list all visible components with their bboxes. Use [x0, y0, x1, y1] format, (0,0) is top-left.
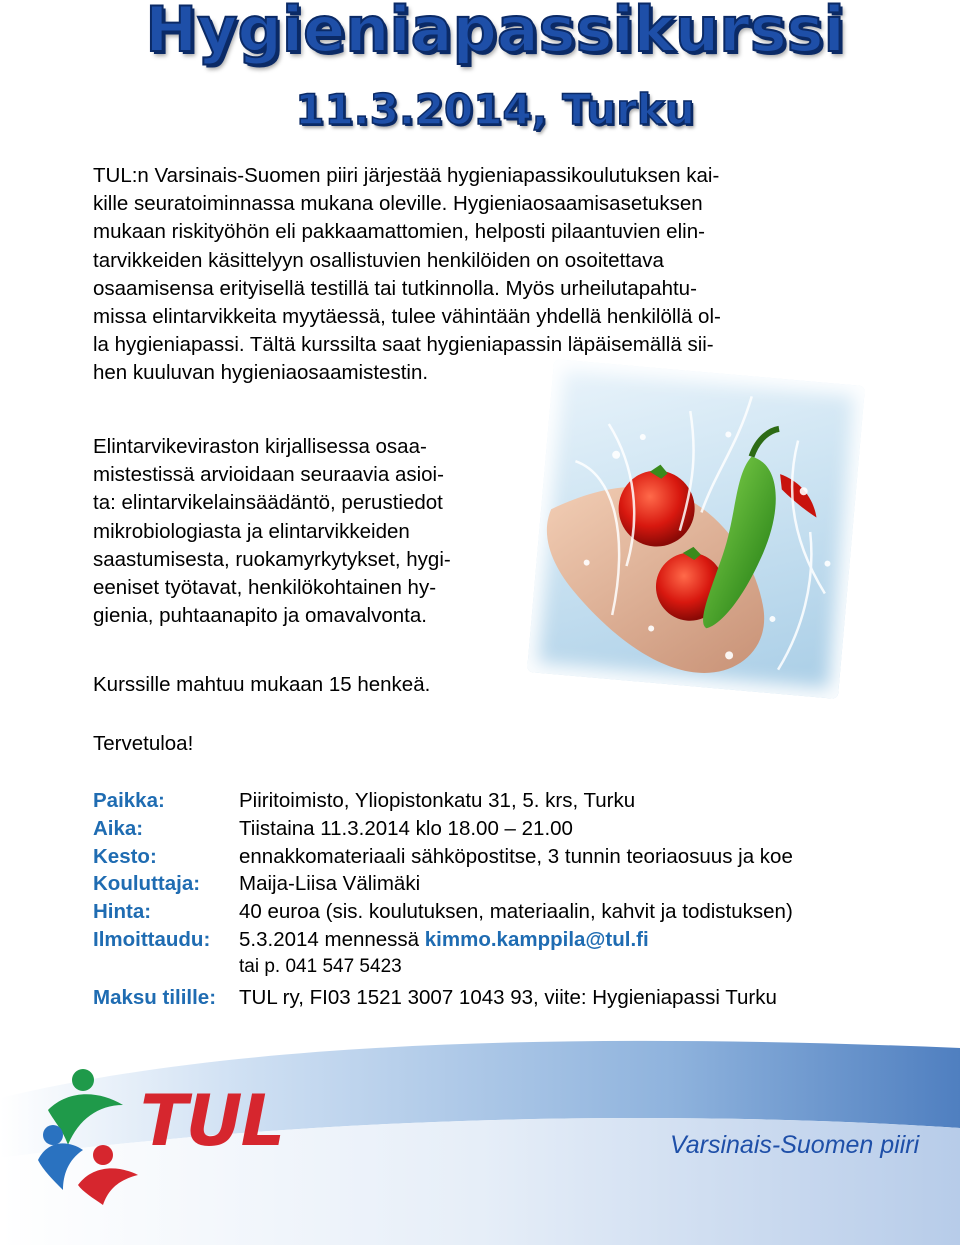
exam-paragraph: [93, 433, 451, 630]
intro-line: mukaan riskityöhön eli pakkaamattomien, helposti pilaantuvien elin-: [93, 220, 705, 244]
course-date-location: 11.3.2014, Turku: [295, 85, 695, 134]
exam-line: saastumisesta, ruokamyrkytykset, hygi-: [93, 547, 451, 571]
payment-value: TUL ry, FI03 1521 3007 1043 93, viite: Hygieniapassi Turku: [239, 985, 777, 1009]
register-phone: tai p. 041 547 5423: [239, 955, 402, 977]
capacity-text: [93, 671, 430, 699]
payment-label: Maksu tilille:: [93, 985, 217, 1009]
place-label: Paikka:: [93, 789, 165, 812]
price-value: 40 euroa (sis. koulutuksen, materiaalin, kahvit ja todistuksen): [239, 900, 793, 924]
vegetables-photo: [527, 359, 865, 699]
intro-paragraph: [93, 162, 721, 388]
welcome-text: [93, 730, 193, 758]
exam-line: mikrobiologiasta ja elintarvikkeiden: [93, 519, 410, 543]
exam-line: gienia, puhtaanapito ja omavalvonta.: [93, 604, 427, 628]
register-deadline: 5.3.2014 mennessä: [239, 927, 420, 951]
exam-line: mistestissä arvioidaan seuraavia asioi-: [93, 463, 444, 487]
trainer-label: Kouluttaja:: [93, 872, 201, 896]
register-label: Ilmoittaudu:: [93, 927, 211, 951]
intro-line: osaamisensa erityisellä testillä tai tutkinnolla. Myös urheilutapahtu-: [93, 276, 697, 300]
intro-line: hen kuuluvan hygieniaosaamistestin.: [93, 361, 429, 385]
capacity-line: Kurssille mahtuu mukaan 15 henkeä.: [93, 673, 431, 696]
place-value: Piiritoimisto, Yliopistonkatu 31, 5. krs, Turku: [239, 789, 636, 812]
duration-label: Kesto:: [93, 844, 157, 868]
intro-line: tarvikkeiden käsittelyyn osallistuvien henkilöiden on osoitettava: [93, 248, 664, 272]
register-email-link[interactable]: kimmo.kamppila@tul.fi: [424, 927, 649, 951]
vegetables-illustration: [527, 359, 865, 699]
page-title: Hygieniapassikurssi: [145, 0, 845, 66]
register-value: [239, 928, 649, 952]
intro-line: la hygieniapassi. Tältä kurssilta saat hygieniapassin läpäisemällä sii-: [93, 333, 714, 357]
tul-logo-text: TUL: [140, 1080, 284, 1162]
intro-line: TUL:n Varsinais-Suomen piiri järjestää hygieniapassikoulutuksen kai-: [93, 164, 720, 187]
duration-value: ennakkomateriaali sähköpostitse, 3 tunnin teoriaosuus ja koe: [239, 844, 793, 868]
district-name: Varsinais-Suomen piiri: [670, 1131, 920, 1159]
exam-line: ta: elintarvikelainsäädäntö, perustiedot: [93, 491, 443, 515]
intro-line: kille seuratoiminnassa mukana oleville. Hygieniaosaamisasetuksen: [93, 192, 703, 216]
exam-line: eeniset työtavat, henkilökohtainen hy-: [93, 576, 437, 600]
red-chili: [777, 474, 820, 517]
intro-line: missa elintarvikkeita myytäessä, tulee vähintään yhdellä henkilöllä ol-: [93, 305, 721, 329]
time-label: Aika:: [93, 816, 144, 840]
welcome-line: Tervetuloa!: [93, 732, 194, 755]
trainer-value: Maija-Liisa Välimäki: [239, 872, 421, 896]
time-value: Tiistaina 11.3.2014 klo 18.00 – 21.00: [239, 816, 573, 840]
exam-line: Elintarvikeviraston kirjallisessa osaa-: [93, 435, 427, 458]
price-label: Hinta:: [93, 900, 152, 924]
